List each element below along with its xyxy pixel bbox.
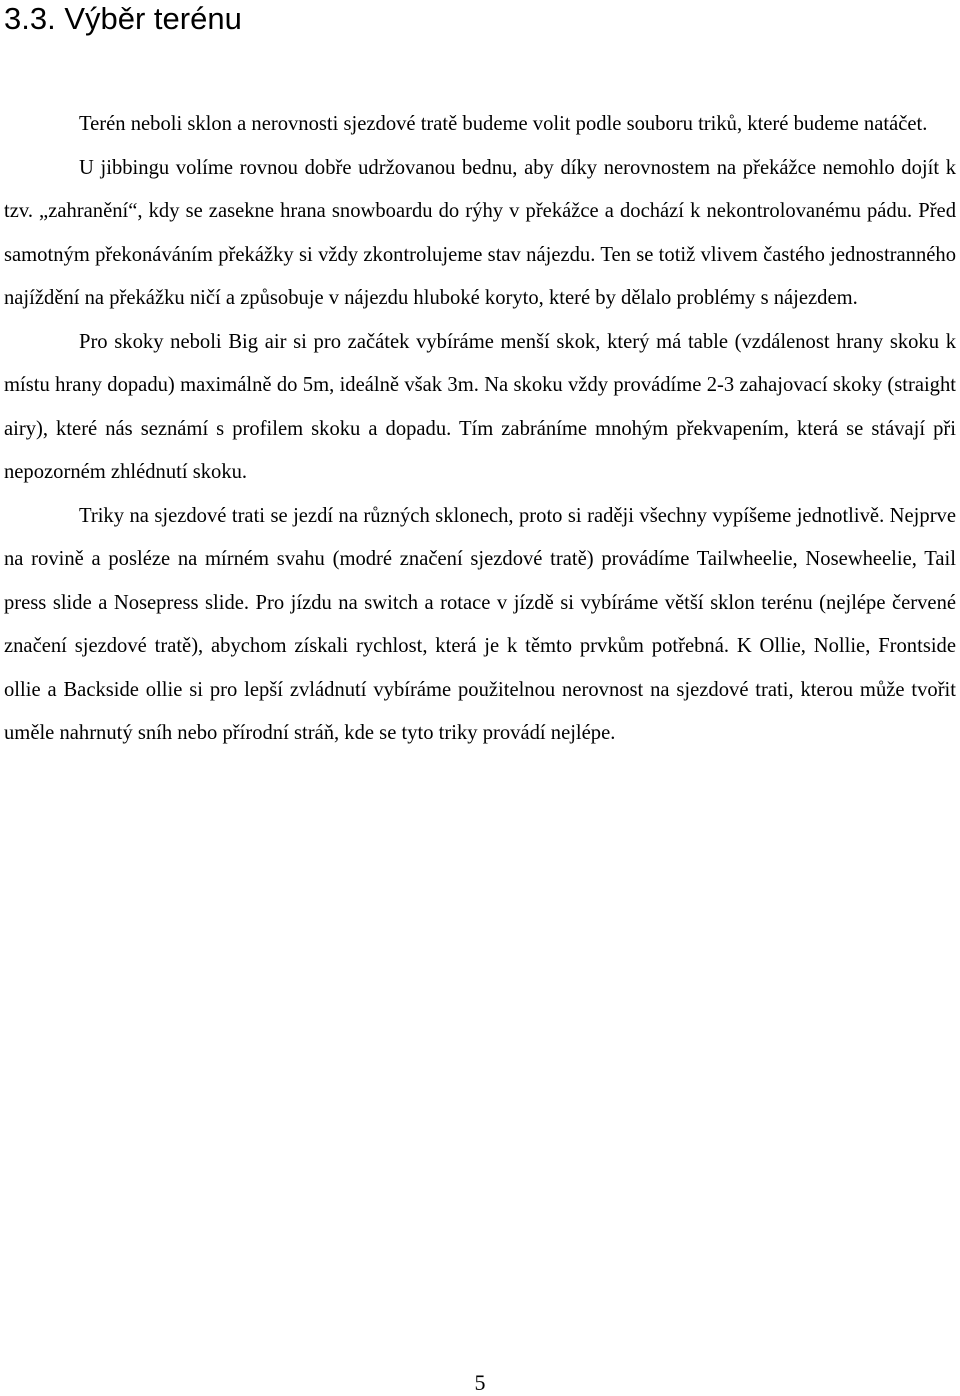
- paragraph-sentence: Triky na sjezdové trati se jezdí na různých sklonech, proto si raději všechny vypíšeme jednotlivě.: [79, 504, 890, 527]
- paragraph-sentence: Před samotným překonáváním překážky si vždy zkontrolujeme stav nájezdu.: [4, 200, 956, 266]
- body-text: [4, 103, 956, 756]
- paragraph-sentence: Tím zabráníme mnohým překvapením, která se stávají při nepozorném zhlédnutí skoku.: [4, 417, 956, 483]
- paragraph-jibbing: [4, 147, 956, 321]
- paragraph-sentence: U jibbingu volíme rovnou dobře udržovanou bednu, aby díky nerovnostem na překážce nemohlo dojít k tzv. „zahranění“, kdy se zasekne hrana snowboardu do rýhy v překážce a dochází k nekontrolovanému pádu.: [4, 156, 956, 222]
- paragraph-sentence: Nejprve na rovině a posléze na mírném svahu (modré značení sjezdové tratě) provádíme Tailwheelie, Nosewheelie, Tail press slide a Nosepress slide.: [4, 504, 956, 614]
- page-number: 5: [474, 1370, 486, 1395]
- section-heading: 3.3. Výběr terénu: [4, 1, 242, 36]
- paragraph-sentence: Ten se totiž vlivem častého jednostranného najíždění na překážku ničí a způsobuje v nájezdu hluboké koryto, které by dělalo problémy s nájezdem.: [4, 243, 956, 309]
- paragraph-sentence: K Ollie, Nollie, Frontside ollie a Backside ollie si pro lepší zvládnutí vybíráme použitelnou nerovnost na sjezdové trati, kterou může tvořit uměle nahrnutý sníh nebo přírodní stráň, kde se tyto triky provádí nejlépe.: [4, 635, 956, 744]
- paragraph-slope-tricks: [4, 495, 956, 756]
- paragraph-sentence: Terén neboli sklon a nerovnosti sjezdové tratě budeme volit podle souboru triků, které budeme natáčet.: [79, 113, 928, 135]
- paragraph-sentence: Na skoku vždy provádíme 2-3 zahajovací skoky (straight airy), které nás seznámí s profilem skoku a dopadu.: [4, 374, 956, 440]
- paragraph-terrain-intro: [4, 103, 956, 147]
- paragraph-sentence: Pro jízdu na switch a rotace v jízdě si vybíráme větší sklon terénu (nejlépe červené značení sjezdové tratě), abychom získali rychlost, která je k těmto prvkům potřebná.: [4, 591, 957, 657]
- paragraph-jumps: [4, 321, 956, 495]
- paragraph-sentence: Pro skoky neboli Big air si pro začátek vybíráme menší skok, který má table (vzdálenost hrany skoku k místu hrany dopadu) maximálně do 5m, ideálně však 3m.: [4, 330, 956, 396]
